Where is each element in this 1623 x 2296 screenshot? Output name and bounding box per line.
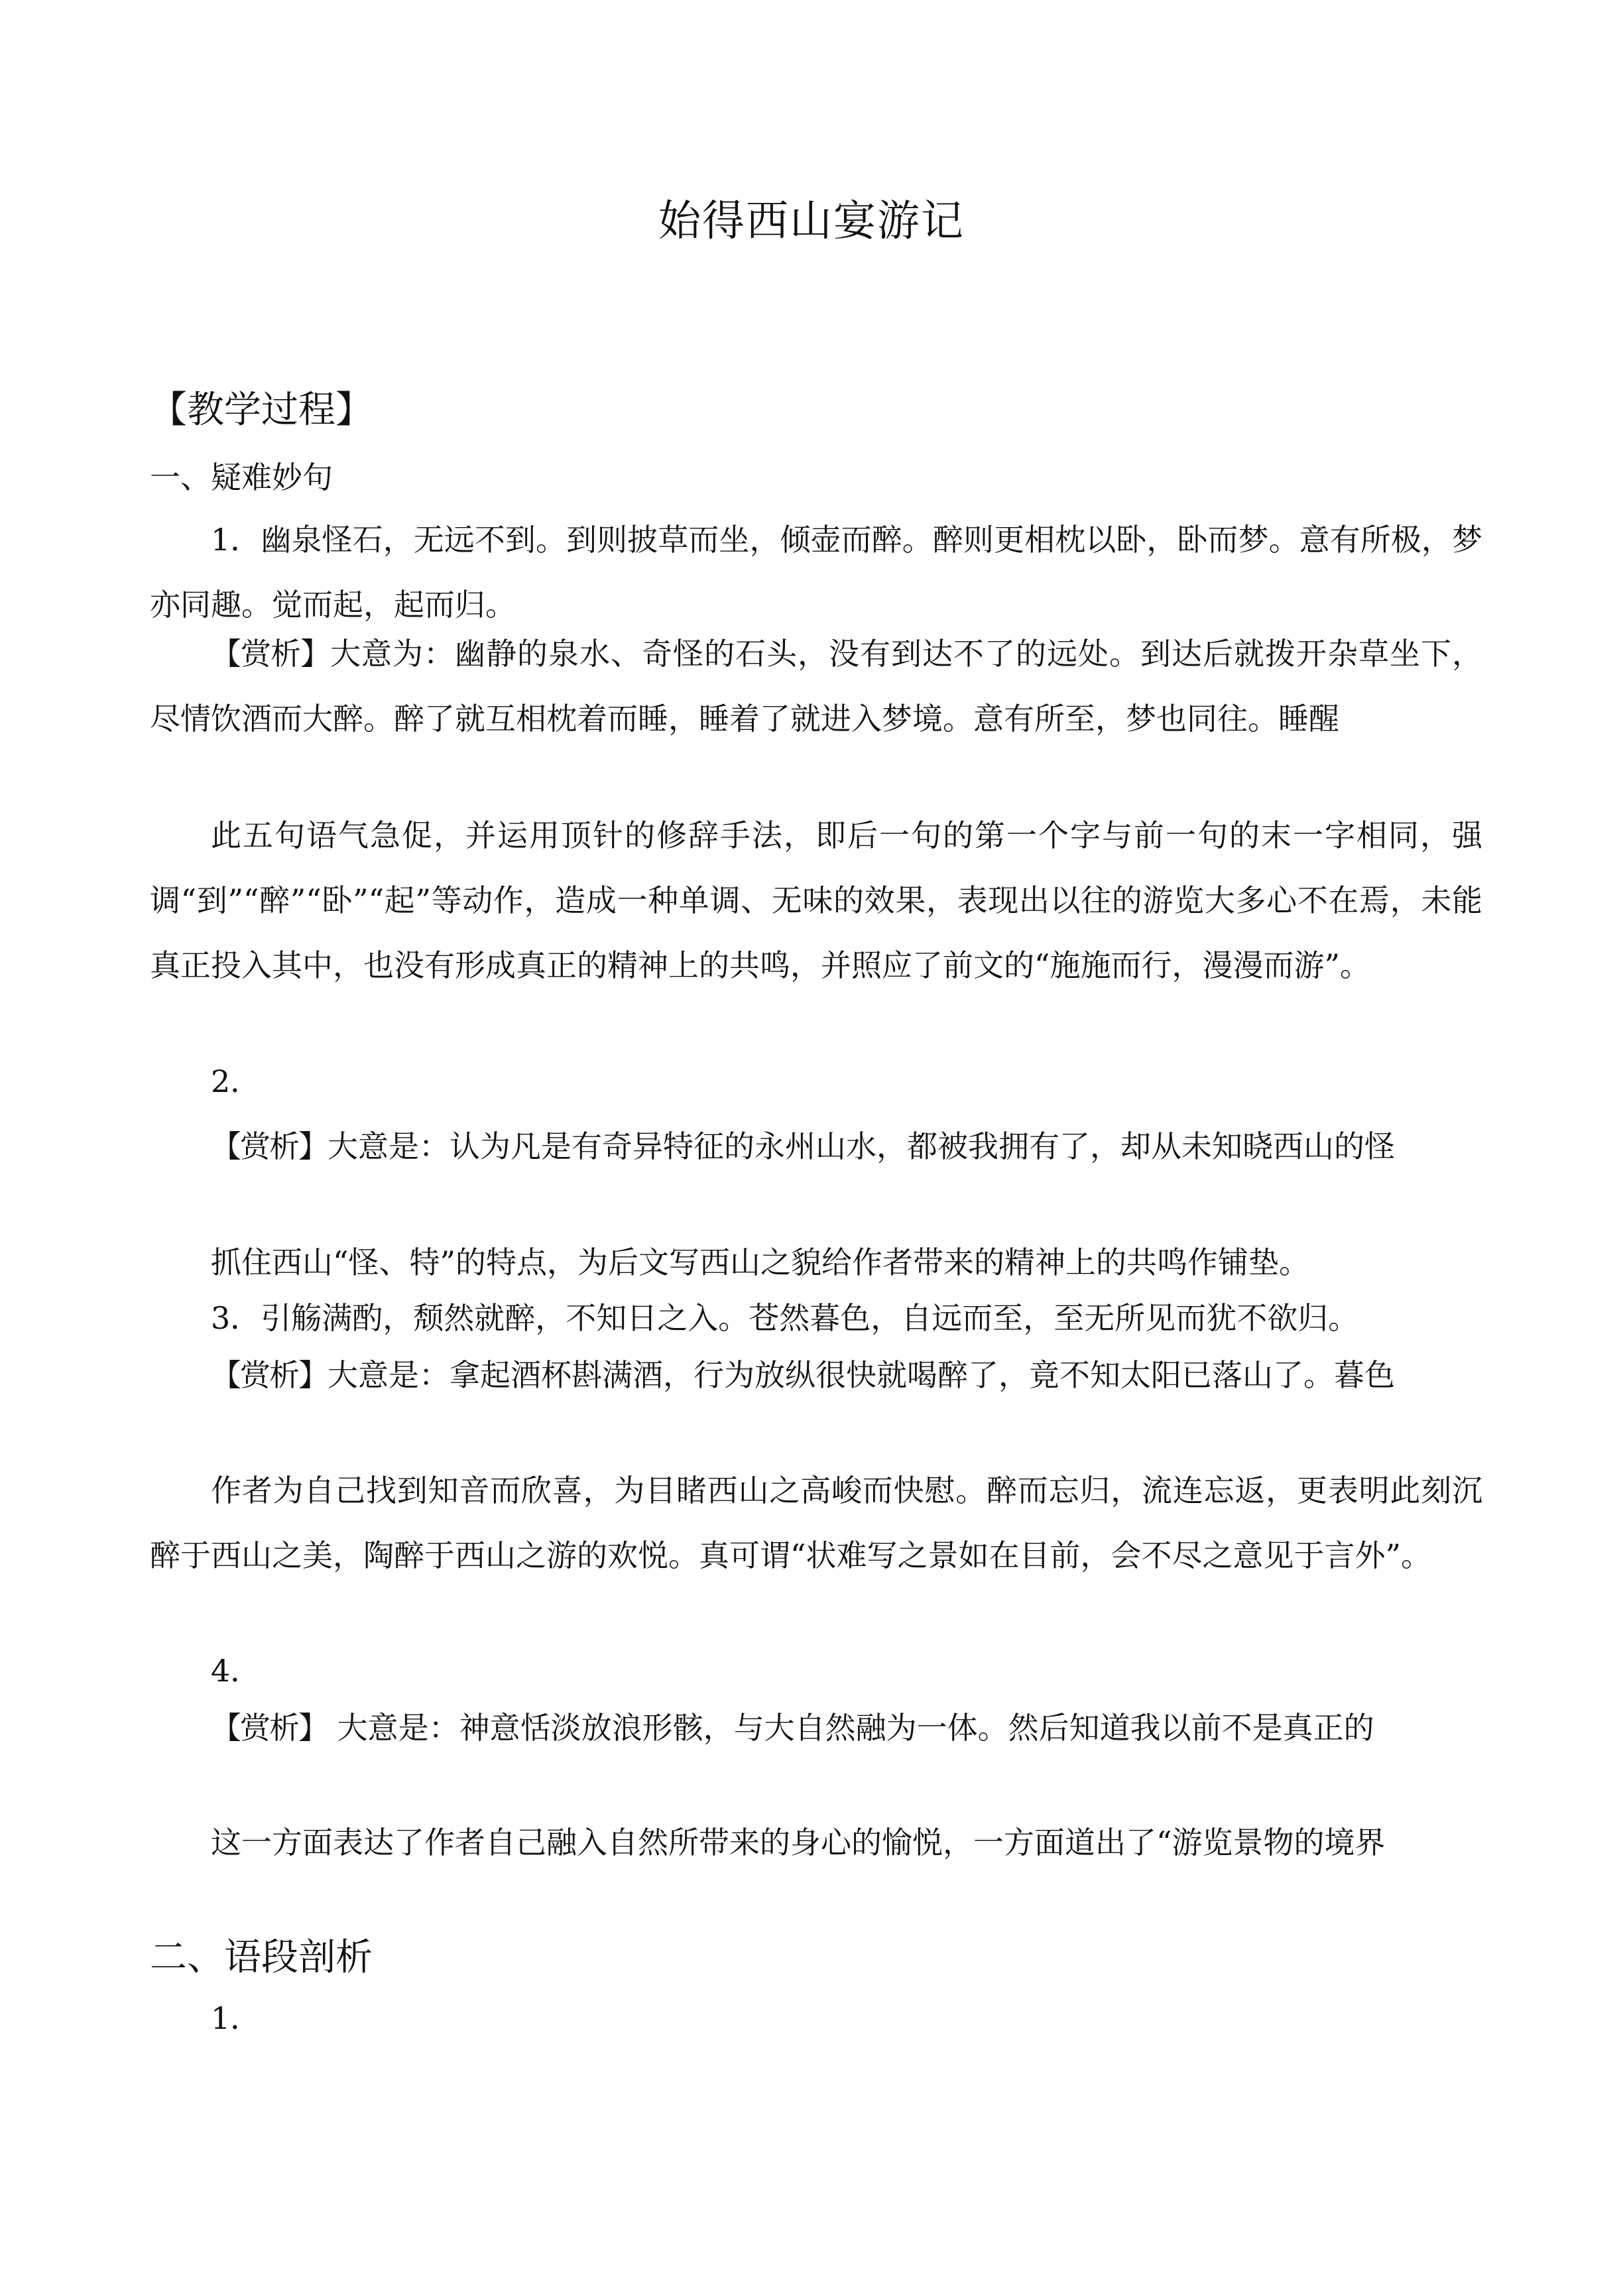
item4-analysis: 这一方面表达了作者自己融入自然所带来的身心的愉悦，一方面道出了“游览景物的境界 [211, 1825, 1386, 1860]
item4-meaning: 大意是：神意恬淡放浪形骸，与大自然融为一体。然后知道我以前不是真正的 [328, 1710, 1374, 1746]
item2-analysis: 抓住西山“怪、特”的特点，为后文写西山之貌给作者带来的精神上的共鸣作铺垫。 [211, 1244, 1310, 1280]
page-title: 始得西山宴游记 [658, 197, 965, 246]
appreciation-label: 【赏析】 [211, 1710, 328, 1746]
item3-sentence: 3．引觞满酌，颓然就醉，不知日之入。苍然暮色，自远而至，至无所见而犹不欲归。 [211, 1300, 1359, 1336]
item2-appreciation [150, 1114, 1482, 1179]
part2-item1-number: 1． [211, 2000, 261, 2036]
part2-heading: 二、语段剖析 [150, 1936, 373, 1979]
section-heading-process: 【教学过程】 [150, 389, 373, 432]
item1-analysis: 此五句语气急促，并运用顶针的修辞手法，即后一句的第一个字与前一句的末一字相同，强调“到”“醉”“卧”“起”等动作，造成一种单调、无味的效果，表现出以往的游览大多心不在焉，未能真正投入其中，也没有形成真正的精神上的共鸣，并照应了前文的“施施而行，漫漫而游”。 [150, 817, 1482, 983]
item2-number: 2． [211, 1063, 261, 1099]
item1-appreciation [150, 621, 1482, 751]
appreciation-label: 【赏析】 [211, 636, 330, 672]
item3-meaning: 大意是：拿起酒杯斟满酒，行为放纵很快就喝醉了，竟不知太阳已落山了。暮色 [328, 1357, 1395, 1393]
item1-sentence: 1．幽泉怪石，无远不到。到则披草而坐，倾壶而醉。醉则更相枕以卧，卧而梦。意有所极，梦亦同趣。觉而起，起而归。 [150, 522, 1482, 623]
part1-heading: 一、疑难妙句 [150, 459, 333, 495]
appreciation-label: 【赏析】 [211, 1128, 328, 1164]
item4-appreciation [150, 1695, 1482, 1760]
item3-appreciation [150, 1343, 1482, 1408]
item2-meaning: 大意是：认为凡是有奇异特征的永州山水，都被我拥有了，却从未知晓西山的怪 [328, 1128, 1395, 1164]
item3-analysis: 作者为自己找到知音而欣喜，为目睹西山之高峻而快慰。醉而忘归，流连忘返，更表明此刻沉醉于西山之美，陶醉于西山之游的欢悦。真可谓“状难写之景如在目前，会不尽之意见于言外”。 [150, 1473, 1482, 1573]
appreciation-label: 【赏析】 [211, 1357, 328, 1393]
item4-number: 4． [211, 1653, 261, 1689]
item1-meaning: 大意为：幽静的泉水、奇怪的石头，没有到达不了的远处。到达后就拨开杂草坐下，尽情饮酒而大醉。醉了就互相枕着而睡，睡着了就进入梦境。意有所至，梦也同往。睡醒 [150, 636, 1482, 737]
